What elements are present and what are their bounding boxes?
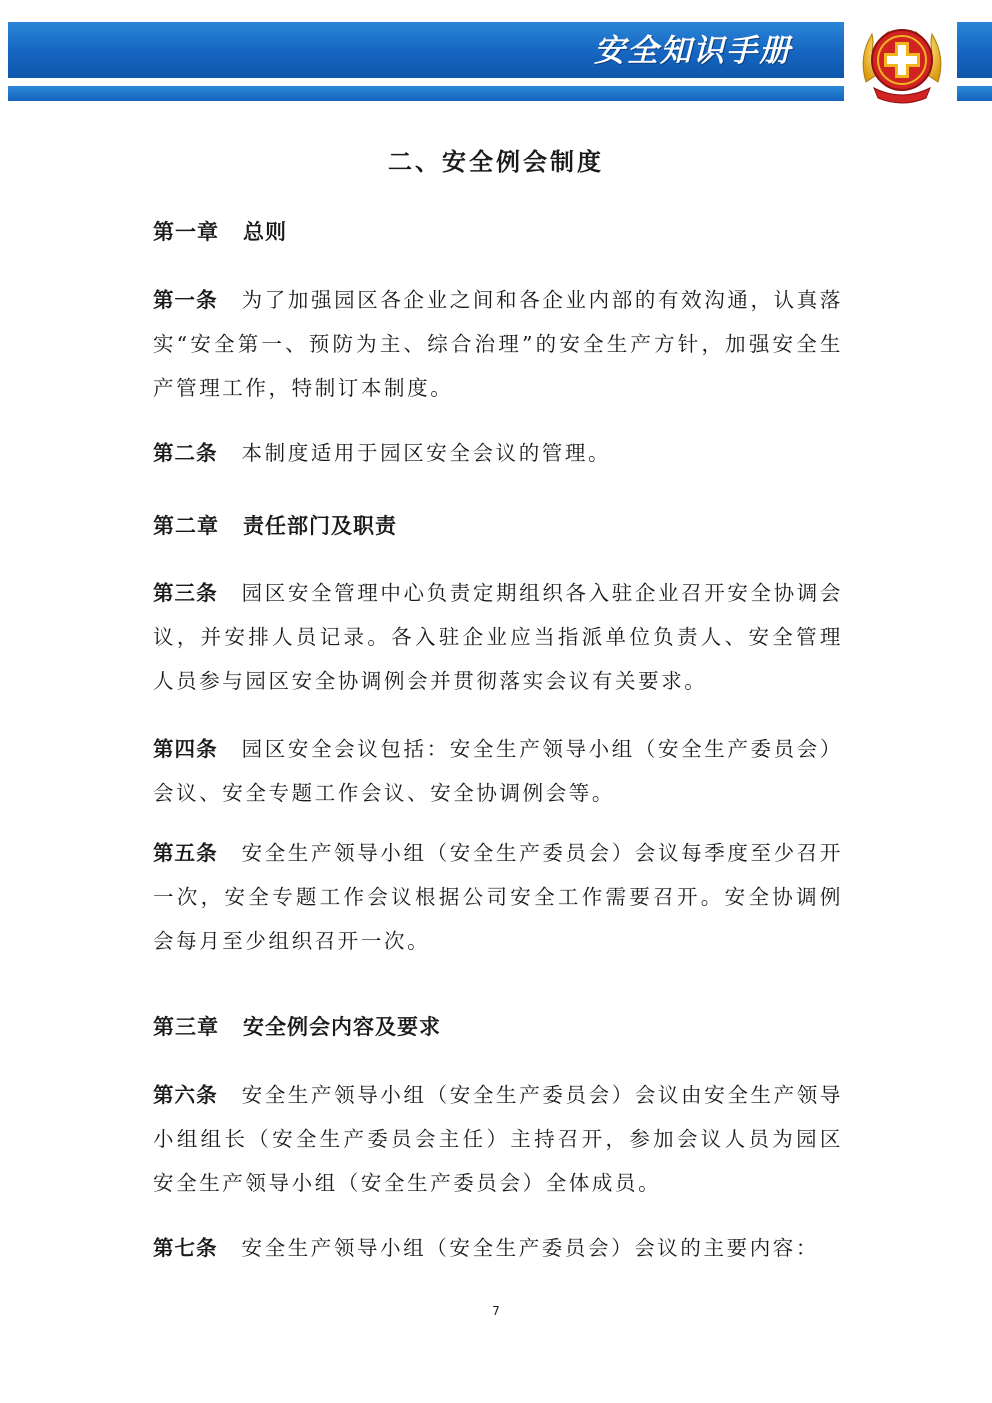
article-label: 第三条 bbox=[153, 581, 218, 605]
article-label: 第一条 bbox=[153, 288, 218, 312]
article-7 bbox=[153, 1226, 843, 1270]
article-text: 安全生产领导小组（安全生产委员会）会议每季度至少召开一次，安全专题工作会议根据公司安全工作需要召开。安全协调例会每月至少组织召开一次。 bbox=[153, 841, 844, 953]
chapter-3-heading bbox=[153, 1011, 441, 1041]
page-number: 7 bbox=[492, 1304, 500, 1318]
article-label: 第五条 bbox=[153, 841, 218, 865]
article-text: 本制度适用于园区安全会议的管理。 bbox=[241, 441, 612, 465]
article-label: 第二条 bbox=[153, 441, 218, 465]
header-banner-right bbox=[957, 22, 992, 78]
article-text: 园区安全管理中心负责定期组织各入驻企业召开安全协调会议，并安排人员记录。各入驻企业应当指派单位负责人、安全管理人员参与园区安全协调例会并贯彻落实会议有关要求。 bbox=[153, 581, 844, 693]
chapter-label: 第一章 bbox=[153, 219, 219, 244]
chapter-2-heading bbox=[153, 510, 397, 540]
article-2 bbox=[153, 431, 843, 475]
chapter-label: 第三章 bbox=[153, 1014, 219, 1039]
header-banner-right-stripe bbox=[957, 86, 992, 101]
article-text: 为了加强园区各企业之间和各企业内部的有效沟通，认真落实“安全第一、预防为主、综合治理”的安全生产方针，加强安全生产管理工作，特制订本制度。 bbox=[153, 288, 844, 400]
handbook-title: 安全知识手册 bbox=[594, 33, 792, 69]
safety-cross-emblem-icon bbox=[852, 12, 952, 108]
article-6 bbox=[153, 1073, 843, 1205]
chapter-title: 安全例会内容及要求 bbox=[243, 1014, 441, 1039]
section-title: 二、安全例会制度 bbox=[388, 147, 604, 176]
header-banner-stripe bbox=[8, 86, 844, 101]
chapter-title: 责任部门及职责 bbox=[243, 513, 397, 538]
chapter-label: 第二章 bbox=[153, 513, 219, 538]
article-label: 第六条 bbox=[153, 1083, 218, 1107]
article-label: 第四条 bbox=[153, 737, 218, 761]
article-text: 园区安全会议包括：安全生产领导小组（安全生产委员会）会议、安全专题工作会议、安全协调例会等。 bbox=[153, 737, 844, 805]
article-text: 安全生产领导小组（安全生产委员会）会议的主要内容： bbox=[241, 1236, 819, 1260]
article-4 bbox=[153, 727, 843, 815]
article-1 bbox=[153, 278, 843, 410]
article-5 bbox=[153, 831, 843, 963]
article-label: 第七条 bbox=[153, 1236, 218, 1260]
chapter-title: 总则 bbox=[243, 219, 287, 244]
chapter-1-heading bbox=[153, 216, 287, 246]
article-text: 安全生产领导小组（安全生产委员会）会议由安全生产领导小组组长（安全生产委员会主任）主持召开，参加会议人员为园区安全生产领导小组（安全生产委员会）全体成员。 bbox=[153, 1083, 844, 1195]
article-3 bbox=[153, 571, 843, 703]
